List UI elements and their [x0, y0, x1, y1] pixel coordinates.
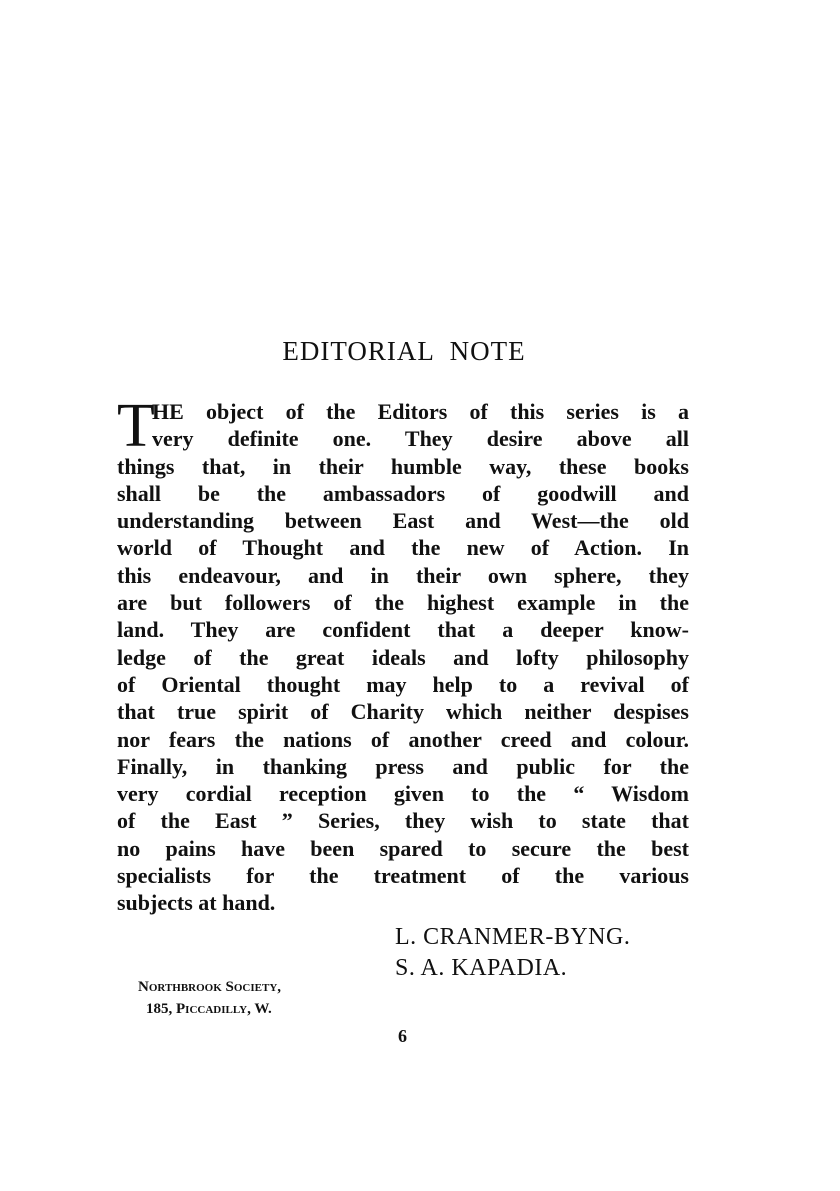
paragraph-line: specialists for the treatment of the various — [117, 863, 689, 889]
paragraph-line: no pains have been spared to secure the best — [117, 835, 689, 861]
society-address — [138, 976, 281, 1020]
paragraph-line: ledge of the great ideals and lofty philosophy — [117, 644, 689, 670]
paragraph-line: world of Thought and the new of Action. In — [117, 535, 689, 561]
address-line-street: 185, Piccadilly, W. — [146, 1001, 272, 1017]
signature-kapadia: S. A. KAPADIA. — [395, 955, 568, 981]
paragraph-line: land. They are confident that a deeper know- — [117, 617, 689, 643]
paragraph-line: very definite one. They desire above all — [152, 426, 689, 452]
editor-signatures — [395, 922, 630, 984]
page-number: 6 — [398, 1026, 407, 1046]
paragraph-line: understanding between East and West—the old — [117, 508, 689, 534]
paragraph-line: very cordial reception given to the “ Wisdom — [117, 781, 689, 807]
paragraph-line: HE object of the Editors of this series is a — [152, 399, 689, 424]
page-title: EDITORIAL NOTE — [282, 336, 526, 366]
paragraph-line: are but followers of the highest example in the — [117, 590, 689, 616]
address-line-society: Northbrook Society, — [138, 979, 282, 995]
editorial-paragraph — [117, 392, 689, 917]
paragraph-line: shall be the ambassadors of goodwill and — [117, 480, 689, 506]
paragraph-line: of Oriental thought may help to a revival of — [117, 671, 689, 697]
paragraph-line: subjects at hand. — [117, 890, 276, 916]
paragraph-line: Finally, in thanking press and public for the — [117, 753, 689, 779]
paragraph-line: that true spirit of Charity which neither despises — [117, 699, 689, 725]
drop-cap-letter: T — [117, 392, 155, 460]
signature-cranmer-byng: L. CRANMER-BYNG. — [395, 924, 631, 950]
paragraph-line: things that, in their humble way, these books — [117, 453, 689, 479]
paragraph-line: nor fears the nations of another creed and colour. — [117, 726, 689, 752]
paragraph-line: of the East ” Series, they wish to state that — [117, 808, 689, 834]
paragraph-line: this endeavour, and in their own sphere, they — [117, 562, 689, 588]
